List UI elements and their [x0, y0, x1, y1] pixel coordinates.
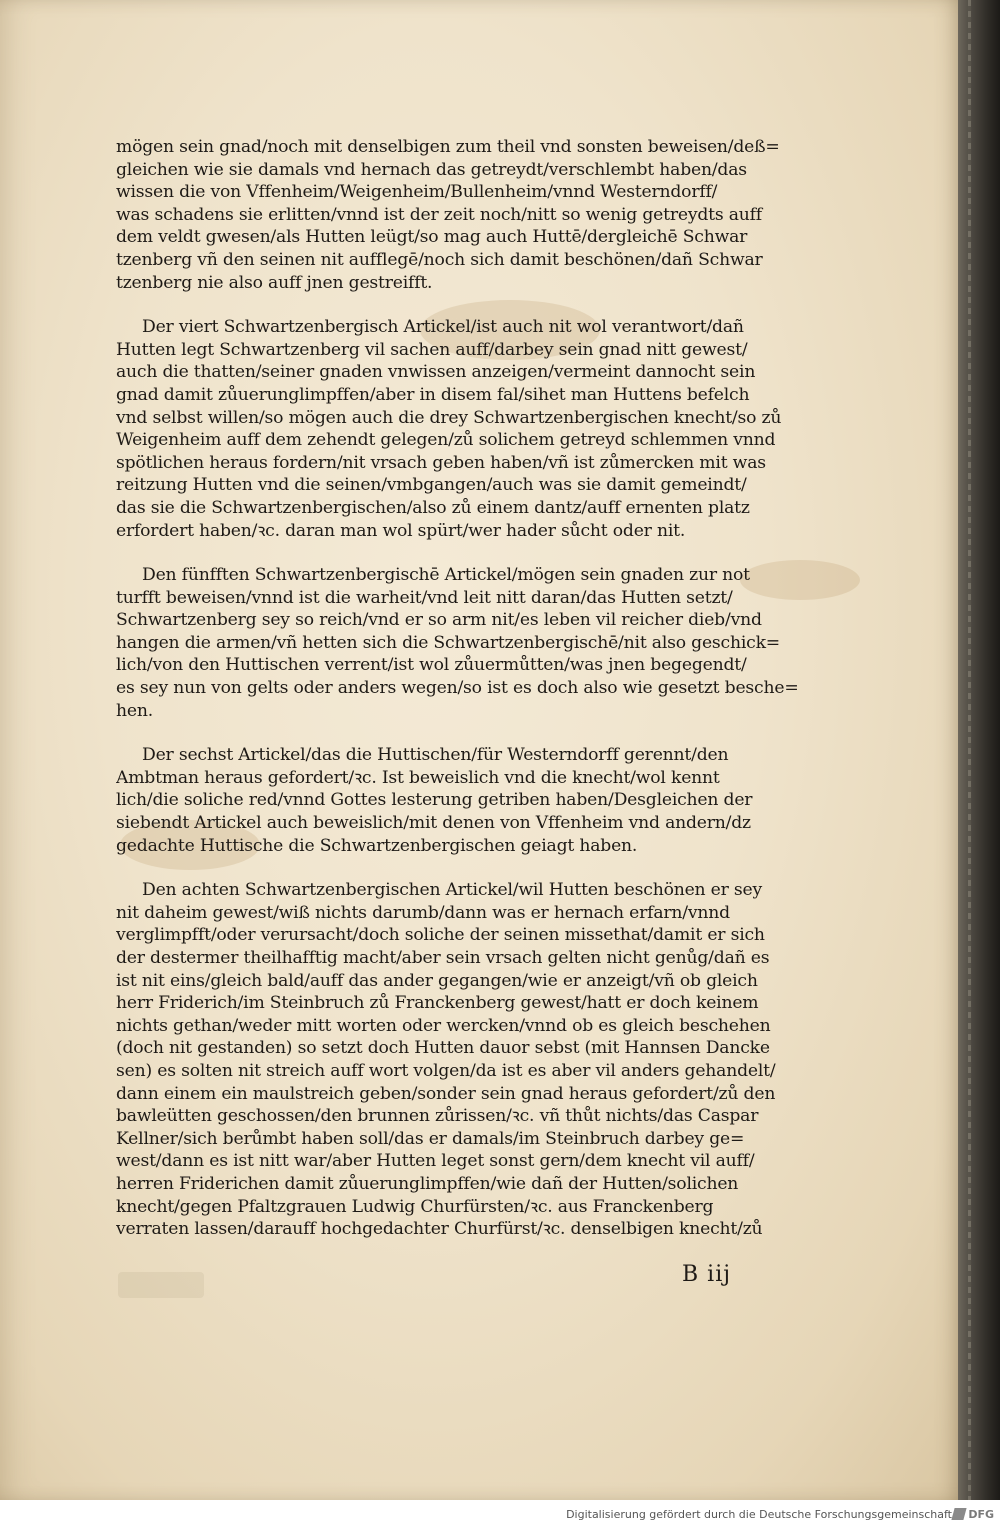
text-line: wissen die von Vffenheim/Weigenheim/Bullenheim/vnnd Westerndorff/ [116, 182, 718, 203]
text-line: knecht/gegen Pfaltzgrauen Ludwig Churfürsten/ꝛc. aus Franckenberg [116, 1196, 714, 1217]
text-line: hen. [116, 700, 153, 721]
paragraph [116, 744, 806, 857]
text-line: verglimpfft/oder verursacht/doch soliche der seinen missethat/damit er sich [116, 925, 765, 946]
text-line: nichts gethan/weder mitt worten oder wercken/vnnd ob es gleich beschehen [116, 1015, 771, 1036]
text-line: turfft beweisen/vnnd ist die warheit/vnd leit nitt daran/das Hutten setzt/ [116, 587, 733, 608]
text-line: vnd selbst willen/so mögen auch die drey Schwartzenbergischen knecht/so zů [116, 407, 782, 428]
text-line: tzenberg nie also auff jnen gestreifft. [116, 272, 433, 293]
signature-mark: B iij [682, 1262, 732, 1287]
text-line: Kellner/sich berůmbt haben soll/das er damals/im Steinbruch darbey ge= [116, 1128, 745, 1149]
text-line: Den fünfften Schwartzenbergischē Artickel/mögen sein gnaden zur not [142, 565, 750, 586]
text-line: herren Friderichen damit zůuerunglimpffen/wie dañ der Hutten/solichen [116, 1173, 739, 1194]
text-line: Ambtman heraus gefordert/ꝛc. Ist beweislich vnd die knecht/wol kennt [116, 767, 720, 788]
text-line: (doch nit gestanden) so setzt doch Hutten dauor sebst (mit Hannsen Dancke [116, 1038, 770, 1059]
text-line: gleichen wie sie damals vnd hernach das getreydt/verschlembt haben/das [116, 159, 747, 180]
text-line: mögen sein gnad/noch mit denselbigen zum theil vnd sonsten beweisen/deß= [116, 137, 780, 157]
paragraph [116, 879, 806, 1241]
text-line: herr Friderich/im Steinbruch zů Franckenberg gewest/hatt er doch keinem [116, 993, 759, 1014]
paragraph [116, 316, 806, 542]
footer-credit: Digitalisierung gefördert durch die Deutsche Forschungsgemeinschaft [566, 1508, 952, 1521]
paragraph [116, 136, 806, 294]
text-line: reitzung Hutten vnd die seinen/vmbgangen/auch was sie damit gemeindt/ [116, 475, 747, 496]
text-line: was schadens sie erlitten/vnnd ist der zeit noch/nitt so wenig getreydts auff [116, 204, 762, 225]
text-line: Den achten Schwartzenbergischen Artickel/wil Hutten beschönen er sey [142, 880, 763, 901]
text-line: nit daheim gewest/wiß nichts darumb/dann was er hernach erfarn/vnnd [116, 902, 730, 923]
text-line: Hutten legt Schwartzenberg vil sachen auff/darbey sein gnad nitt gewest/ [116, 339, 748, 360]
text-line: Schwartzenberg sey so reich/vnd er so arm nit/es leben vil reicher dieb/vnd [116, 610, 762, 631]
text-line: erfordert haben/ꝛc. daran man wol spürt/wer hader sůcht oder nit. [116, 520, 686, 541]
body-text [116, 136, 806, 1263]
text-line: west/dann es ist nitt war/aber Hutten leget sonst gern/dem knecht vil auff/ [116, 1151, 755, 1172]
text-line: hangen die armen/vñ hetten sich die Schwartzenbergischē/nit also geschick= [116, 632, 780, 653]
dfg-logo-icon [952, 1508, 967, 1520]
text-line: verraten lassen/darauff hochgedachter Churfürst/ꝛc. denselbigen knecht/zů [116, 1219, 763, 1240]
text-line: Der sechst Artickel/das die Huttischen/für Westerndorff gerennt/den [142, 745, 729, 766]
text-line: gnad damit zůuerunglimpffen/aber in disem fal/sihet man Huttens befelch [116, 384, 750, 405]
text-line: auch die thatten/seiner gnaden vnwissen anzeigen/vermeint dannocht sein [116, 362, 756, 383]
footer-bar [0, 1500, 1000, 1527]
paragraph [116, 564, 806, 722]
dfg-logo [953, 1506, 994, 1522]
text-line: das sie die Schwartzenbergischen/also zů einem dantz/auff ernenten platz [116, 497, 750, 518]
text-line: gedachte Huttische die Schwartzenbergischen geiagt haben. [116, 835, 638, 856]
dfg-logo-text: DFG [968, 1507, 994, 1521]
book-edge [958, 0, 1000, 1500]
text-line: sen) es solten nit streich auff wort volgen/da ist es aber vil anders gehandelt/ [116, 1060, 776, 1081]
text-line: ist nit eins/gleich bald/auff das ander gegangen/wie er anzeigt/vñ ob gleich [116, 970, 758, 991]
text-line: lich/die soliche red/vnnd Gottes lesterung getriben haben/Desgleichen der [116, 790, 753, 811]
text-line: lich/von den Huttischen verrent/ist wol zůuermůtten/was jnen begegendt/ [116, 655, 747, 676]
text-line: dann einem ein maulstreich geben/sonder sein gnad heraus gefordert/zů den [116, 1083, 776, 1104]
text-line: Der viert Schwartzenbergisch Artickel/ist auch nit wol verantwort/dañ [142, 317, 744, 338]
text-line: dem veldt gwesen/als Hutten leügt/so mag auch Huttē/dergleichē Schwar [116, 227, 748, 248]
text-line: es sey nun von gelts oder anders wegen/so ist es doch also wie gesetzt besche= [116, 678, 799, 699]
text-line: spötlichen heraus fordern/nit vrsach geben haben/vñ ist zůmercken mit was [116, 452, 766, 473]
text-line: bawleütten geschossen/den brunnen zůrissen/ꝛc. vñ thůt nichts/das Caspar [116, 1106, 759, 1127]
text-line: tzenberg vñ den seinen nit aufflegē/noch sich damit beschönen/dañ Schwar [116, 249, 763, 270]
text-line: siebendt Artickel auch beweislich/mit denen von Vffenheim vnd andern/dz [116, 813, 751, 834]
text-line: der destermer theilhafftig macht/aber sein vrsach gelten nicht genůg/dañ es [116, 948, 770, 968]
faded-stamp [118, 1272, 204, 1298]
text-line: Weigenheim auff dem zehendt gelegen/zů solichem getreyd schlemmen vnnd [116, 430, 776, 451]
